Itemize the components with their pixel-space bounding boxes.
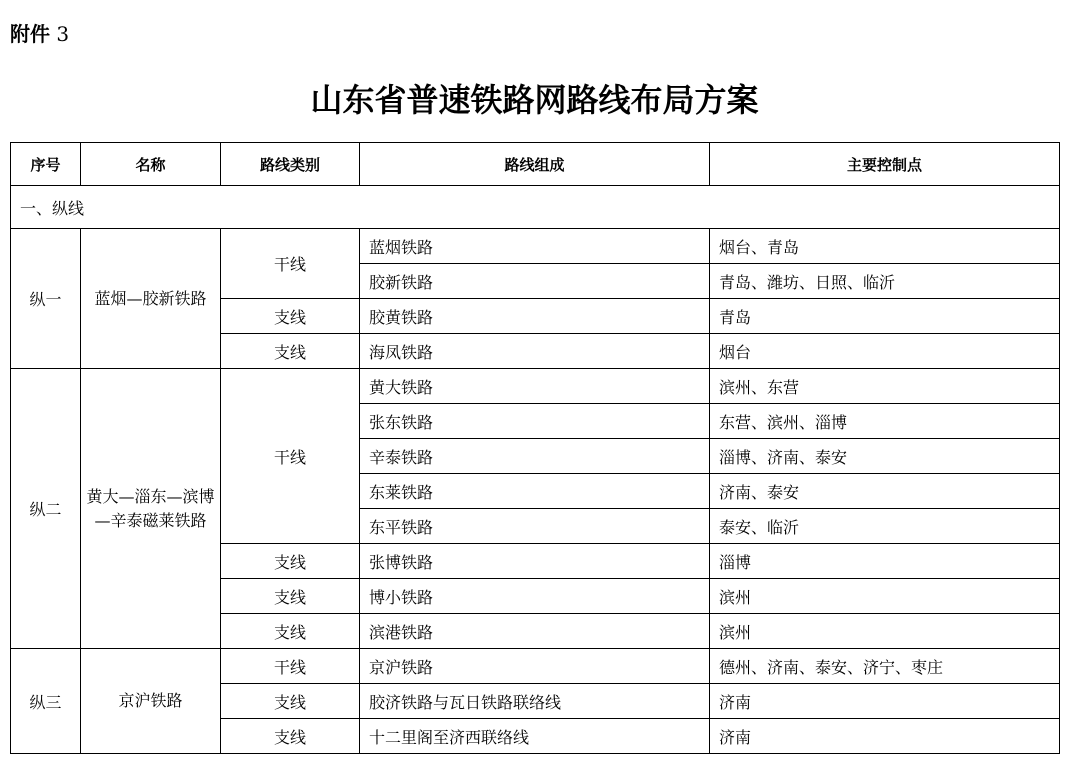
route-points: 青岛 [710, 299, 1060, 334]
group-name: 蓝烟—胶新铁路 [81, 229, 221, 369]
table-row [11, 369, 1060, 404]
attachment-word: 附件 [10, 22, 50, 46]
route-line: 胶新铁路 [360, 264, 710, 299]
group-name: 京沪铁路 [81, 649, 221, 754]
route-category: 支线 [221, 334, 360, 369]
header-points: 主要控制点 [710, 143, 1060, 186]
route-line: 东平铁路 [360, 509, 710, 544]
attachment-label [10, 20, 69, 48]
route-category: 支线 [221, 614, 360, 649]
table-row [11, 649, 1060, 684]
route-points: 烟台、青岛 [710, 229, 1060, 264]
route-line: 京沪铁路 [360, 649, 710, 684]
route-points: 东营、滨州、淄博 [710, 404, 1060, 439]
route-points: 济南、泰安 [710, 474, 1060, 509]
route-line: 滨港铁路 [360, 614, 710, 649]
table-row [11, 229, 1060, 264]
route-line: 胶济铁路与瓦日铁路联络线 [360, 684, 710, 719]
route-line: 蓝烟铁路 [360, 229, 710, 264]
group-name: 黄大—淄东—滨博 —辛泰磁莱铁路 [81, 369, 221, 649]
route-category: 支线 [221, 579, 360, 614]
route-category: 支线 [221, 719, 360, 754]
route-category: 支线 [221, 299, 360, 334]
header-category: 路线类别 [221, 143, 360, 186]
route-line: 海凤铁路 [360, 334, 710, 369]
header-composition: 路线组成 [360, 143, 710, 186]
route-points: 济南 [710, 719, 1060, 754]
route-category: 干线 [221, 229, 360, 299]
route-line: 张博铁路 [360, 544, 710, 579]
attachment-number: 3 [56, 22, 70, 46]
route-line: 十二里阁至济西联络线 [360, 719, 710, 754]
route-points: 济南 [710, 684, 1060, 719]
route-points: 淄博 [710, 544, 1060, 579]
section-row [11, 186, 1060, 229]
route-line: 胶黄铁路 [360, 299, 710, 334]
route-points: 淄博、济南、泰安 [710, 439, 1060, 474]
route-points: 青岛、潍坊、日照、临沂 [710, 264, 1060, 299]
group-seq: 纵三 [11, 649, 81, 754]
document-title: 山东省普速铁路网路线布局方案 [310, 81, 759, 119]
route-points: 烟台 [710, 334, 1060, 369]
route-points: 滨州、东营 [710, 369, 1060, 404]
route-points: 德州、济南、泰安、济宁、枣庄 [710, 649, 1060, 684]
route-line: 博小铁路 [360, 579, 710, 614]
route-category: 干线 [221, 649, 360, 684]
group-seq: 纵一 [11, 229, 81, 369]
route-line: 张东铁路 [360, 404, 710, 439]
route-line: 东莱铁路 [360, 474, 710, 509]
route-line: 辛泰铁路 [360, 439, 710, 474]
route-table [10, 142, 1060, 754]
route-points: 泰安、临沂 [710, 509, 1060, 544]
route-points: 滨州 [710, 614, 1060, 649]
header-name: 名称 [81, 143, 221, 186]
route-category: 支线 [221, 684, 360, 719]
route-points: 滨州 [710, 579, 1060, 614]
table-header-row [11, 143, 1060, 186]
group-seq: 纵二 [11, 369, 81, 649]
route-category: 干线 [221, 369, 360, 544]
route-category: 支线 [221, 544, 360, 579]
section-label: 一、纵线 [11, 186, 1060, 229]
header-seq: 序号 [11, 143, 81, 186]
route-line: 黄大铁路 [360, 369, 710, 404]
